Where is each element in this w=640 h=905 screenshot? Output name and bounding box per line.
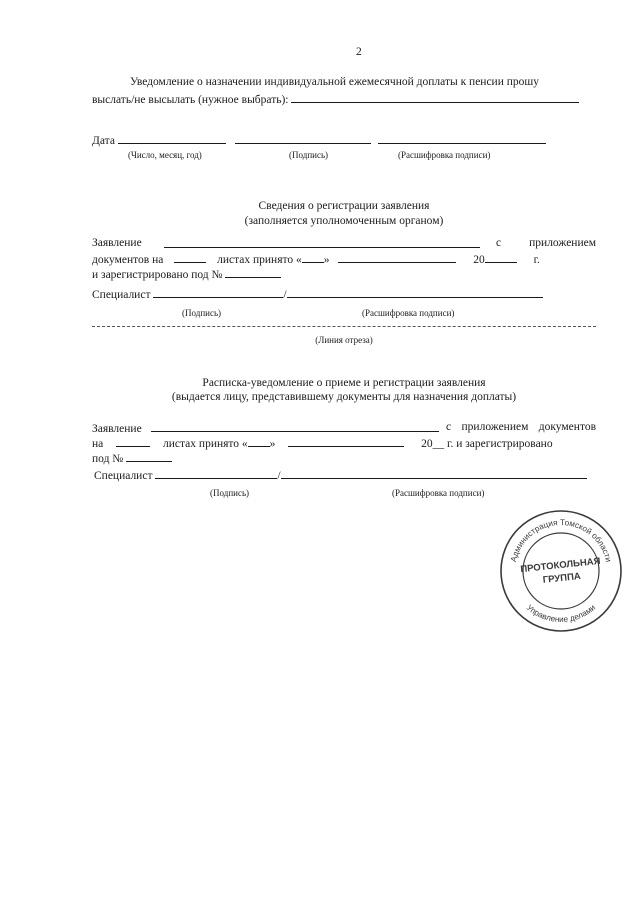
receipt-sheets-accepted: листах принято « bbox=[163, 438, 248, 450]
receipt-month-field[interactable] bbox=[288, 436, 404, 447]
receipt-statement-field[interactable] bbox=[151, 421, 439, 432]
receipt-specialist-label: Специалист bbox=[94, 470, 153, 482]
registration-year-field[interactable] bbox=[485, 252, 517, 263]
signature-field[interactable] bbox=[235, 133, 371, 144]
registration-title: Сведения о регистрации заявления bbox=[258, 200, 430, 212]
caption-date: (Число, месяц, год) bbox=[128, 150, 202, 160]
registration-day-field[interactable] bbox=[302, 252, 324, 263]
receipt-title: Расписка-уведомление о приеме и регистрации заявления bbox=[202, 377, 486, 389]
receipt-subtitle: (выдается лицу, представившему документы для назначения доплаты) bbox=[171, 391, 517, 403]
registration-caption-decoding: (Расшифровка подписи) bbox=[362, 308, 455, 318]
notification-line-2-text: выслать/не высылать (нужное выбрать): bbox=[92, 94, 289, 106]
registration-specialist-label: Специалист bbox=[92, 289, 151, 301]
registration-month-field[interactable] bbox=[338, 252, 456, 263]
stamp-ring-bottom-text: Управление делами bbox=[524, 602, 598, 625]
registration-sheets-accepted: листах принято « bbox=[217, 254, 302, 266]
registration-documents-line bbox=[92, 252, 540, 266]
registration-quote-close: » bbox=[323, 254, 330, 266]
registration-statement-label: Заявление bbox=[92, 237, 142, 249]
registration-sheets-count-field[interactable] bbox=[174, 252, 206, 263]
receipt-statement-label: Заявление bbox=[92, 423, 142, 435]
registration-number-line bbox=[92, 267, 281, 281]
page-number: 2 bbox=[356, 46, 362, 58]
receipt-number-field[interactable] bbox=[126, 451, 172, 462]
receipt-statement-line bbox=[92, 421, 439, 435]
registration-registered-under: и зарегистрировано под № bbox=[92, 269, 223, 281]
receipt-day-field[interactable] bbox=[248, 436, 270, 447]
date-row bbox=[92, 133, 546, 147]
cut-line bbox=[92, 326, 596, 327]
stamp-ring-top-text: Администрация Томской области bbox=[508, 517, 614, 563]
registration-documents-on: документов на bbox=[92, 254, 164, 266]
receipt-specialist-line: Специалист / bbox=[94, 468, 587, 482]
receipt-year-registered: 20__ г. и зарегистрировано bbox=[421, 438, 553, 450]
stamp-outer-ring bbox=[501, 511, 621, 631]
stamp-center-line-1: ПРОТОКОЛЬНАЯ bbox=[519, 555, 601, 576]
receipt-number-line bbox=[92, 451, 172, 465]
registration-specialist-name-field[interactable] bbox=[287, 287, 543, 298]
registration-caption-signature: (Подпись) bbox=[182, 308, 222, 318]
receipt-sheets-count-field[interactable] bbox=[116, 436, 150, 447]
receipt-caption-signature: (Подпись) bbox=[210, 488, 250, 498]
receipt-quote-close: » bbox=[269, 438, 276, 450]
cut-line-label: (Линия отреза) bbox=[315, 335, 373, 345]
receipt-under-no: под № bbox=[92, 453, 124, 465]
receipt-with-attachment: с приложением документов bbox=[446, 421, 596, 433]
receipt-specialist-signature-field[interactable] bbox=[155, 468, 277, 479]
registration-statement-field[interactable] bbox=[164, 237, 480, 248]
registration-with-attachment: с приложением bbox=[496, 237, 596, 249]
registration-specialist-line: Специалист / bbox=[92, 287, 543, 301]
registration-number-field[interactable] bbox=[225, 267, 281, 278]
receipt-on-word: на bbox=[92, 438, 104, 450]
registration-year-suffix: г. bbox=[533, 254, 540, 266]
registration-specialist-signature-field[interactable] bbox=[153, 287, 283, 298]
notification-line-2 bbox=[92, 92, 579, 106]
caption-decoding: (Расшифровка подписи) bbox=[398, 150, 491, 160]
registration-subtitle: (заполняется уполномоченным органом) bbox=[244, 215, 444, 227]
notification-line-1: Уведомление о назначении индивидуальной ежемесячной доплаты к пенсии прошу bbox=[130, 76, 540, 88]
receipt-specialist-name-field[interactable] bbox=[281, 468, 587, 479]
caption-signature: (Подпись) bbox=[289, 150, 329, 160]
date-field[interactable] bbox=[118, 133, 226, 144]
delivery-choice-field[interactable] bbox=[291, 92, 579, 103]
signature-decoding-field[interactable] bbox=[378, 133, 546, 144]
stamp-center-line-2: ГРУППА bbox=[542, 571, 582, 586]
registration-year: 20 bbox=[473, 254, 485, 266]
receipt-documents-line bbox=[92, 436, 553, 450]
receipt-caption-decoding: (Расшифровка подписи) bbox=[392, 488, 485, 498]
date-label: Дата bbox=[92, 135, 115, 147]
official-stamp bbox=[498, 508, 624, 634]
